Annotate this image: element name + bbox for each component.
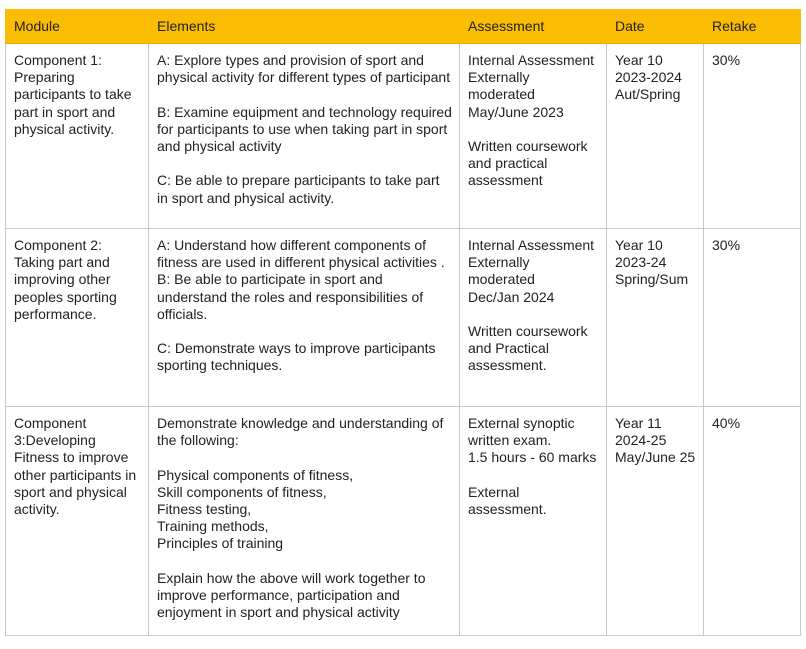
assessment-cell — [460, 229, 607, 407]
date-line: Spring/Sum — [615, 271, 689, 288]
course-table-container — [5, 9, 801, 636]
retake-value: 30% — [712, 52, 741, 68]
table-row — [6, 229, 801, 407]
date-line: Aut/Spring — [615, 86, 681, 103]
module-cell — [6, 44, 149, 229]
element-text: C: Demonstrate ways to improve participants sporting techniques. — [157, 340, 436, 374]
assessment-cell — [460, 44, 607, 229]
retake-value: 30% — [712, 237, 741, 253]
date-cell — [607, 407, 704, 636]
module-text: Component 3:Developing Fitness to improve other participants in sport and physical activity. — [14, 415, 137, 518]
elements-cell — [149, 407, 460, 636]
table-row — [6, 44, 801, 229]
element-outro: Explain how the above will work together to improve performance, participation and enjoyment in sport and physical activity — [157, 569, 426, 621]
date-line: 2024-25 — [615, 432, 667, 449]
assessment-line: External synoptic written exam. — [468, 415, 575, 449]
date-line: Year 10 — [615, 52, 663, 68]
header-elements: Elements — [149, 10, 460, 44]
module-cell — [6, 407, 149, 636]
element-list-item: Physical components of fitness, — [157, 466, 354, 483]
element-intro: Demonstrate knowledge and understanding of the following: — [157, 415, 444, 449]
element-list-item: Fitness testing, — [157, 501, 252, 517]
date-cell — [607, 44, 704, 229]
retake-value: 40% — [712, 415, 741, 431]
date-line: May/June 25 — [615, 449, 696, 466]
assessment-line: External assessment. — [468, 483, 547, 517]
assessment-line: Written coursework and practical assessment — [468, 138, 588, 189]
table-row — [6, 407, 801, 636]
assessment-cell — [460, 407, 607, 636]
elements-cell — [149, 44, 460, 229]
header-row — [6, 10, 801, 44]
date-line: Year 11 — [615, 415, 662, 431]
element-text: B: Examine equipment and technology required for participants to use when taking part in sport and physical activity — [157, 103, 452, 154]
assessment-line: Externally moderated — [468, 254, 535, 288]
element-list-item: Principles of training — [157, 535, 284, 552]
retake-cell — [704, 44, 801, 229]
module-cell — [6, 229, 149, 407]
module-text: Component 1: Preparing participants to take part in sport and physical activity. — [14, 52, 132, 137]
element-list-item: Skill components of fitness, — [157, 483, 327, 500]
elements-cell — [149, 229, 460, 407]
header-date: Date — [607, 10, 704, 44]
assessment-line: May/June 2023 — [468, 103, 564, 120]
date-line: 2023-2024 — [615, 69, 682, 86]
element-text: C: Be able to prepare participants to take part in sport and physical activity. — [157, 172, 440, 206]
element-text: A: Explore types and provision of sport and physical activity for different types of participant — [157, 52, 451, 86]
retake-cell — [704, 407, 801, 636]
header-retake: Retake — [704, 10, 801, 44]
assessment-line: Written coursework and Practical assessment. — [468, 323, 588, 374]
date-cell — [607, 229, 704, 407]
assessment-line: 1.5 hours - 60 marks — [468, 449, 597, 466]
element-text: B: Be able to participate in sport and understand the roles and responsibilities of officials. — [157, 271, 424, 322]
element-text: A: Understand how different components of fitness are used in different physical activities . — [157, 237, 445, 271]
module-text: Component 2: Taking part and improving other peoples sporting performance. — [14, 237, 117, 322]
header-assessment: Assessment — [460, 10, 607, 44]
assessment-line: Internal Assessment — [468, 237, 595, 253]
assessment-line: Internal Assessment — [468, 52, 595, 68]
assessment-line: Dec/Jan 2024 — [468, 288, 555, 305]
date-line: 2023-24 — [615, 254, 667, 271]
header-module: Module — [6, 10, 149, 44]
course-assessment-table — [5, 9, 801, 636]
date-line: Year 10 — [615, 237, 663, 253]
assessment-line: Externally moderated — [468, 69, 535, 103]
element-list-item: Training methods, — [157, 518, 269, 535]
retake-cell — [704, 229, 801, 407]
